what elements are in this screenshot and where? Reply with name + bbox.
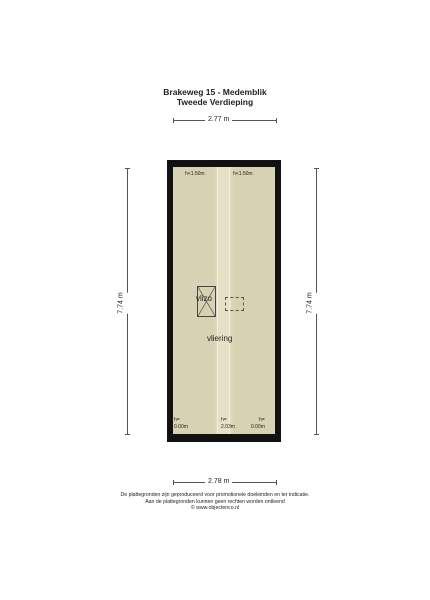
top-dimension-label: 2.77 m: [205, 116, 232, 124]
height-label-top-left: h<1.50m: [185, 171, 205, 177]
height-label-bottom-right-a: h=: [259, 417, 265, 423]
height-label-bottom-left-b: 0.00m: [174, 424, 188, 430]
height-label-top-right: h<1.50m: [233, 171, 253, 177]
plan-title-address: Brakeweg 15 - Medemblik: [163, 87, 267, 97]
footer-disclaimer-line1: De plattegronden zijn geproduceerd voor promotionele doeleinden en ter indicatie.: [120, 492, 310, 498]
room-label-vliering: vliering: [207, 334, 233, 343]
height-label-bottom-center-a: h=: [221, 417, 227, 423]
ridge-line-left: [217, 167, 218, 434]
footer-copyright: © www.objectenco.nl: [190, 505, 240, 511]
skylight: [225, 297, 244, 311]
height-label-bottom-left-a: h=: [174, 417, 180, 423]
attic-floor: [173, 167, 275, 434]
floor-plan: [167, 160, 281, 442]
left-dimension-label: 7.74 m: [115, 292, 129, 313]
right-dimension-label: 7.74 m: [304, 292, 318, 313]
hatch-label: vlizo: [196, 294, 213, 303]
bottom-dimension-label: 2.78 m: [205, 478, 232, 486]
footer-disclaimer-line2: Aan de plattegronden kunnen geen rechten worden ontleend: [145, 498, 285, 505]
plan-title-floor: Tweede Verdieping: [176, 97, 254, 107]
height-label-bottom-center-b: 2.03m: [221, 424, 235, 430]
height-label-bottom-right-b: 0.00m: [251, 424, 265, 430]
